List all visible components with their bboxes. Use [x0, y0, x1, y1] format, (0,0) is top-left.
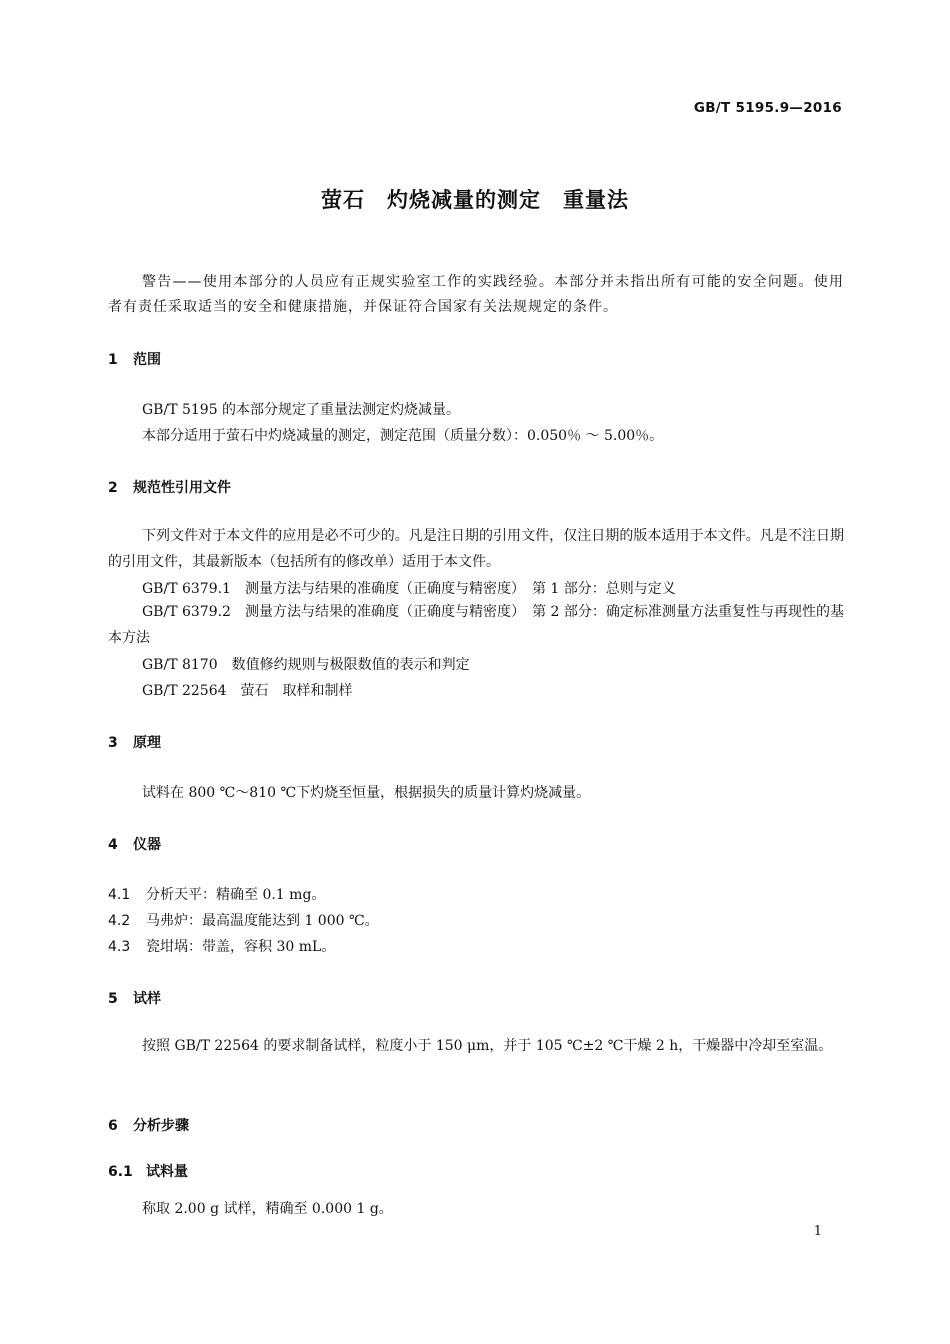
- scope-paragraph-1: GB/T 5195 的本部分规定了重量法测定灼烧减量。: [142, 402, 461, 418]
- section-2-heading: [108, 477, 231, 497]
- section-title: 试样: [133, 991, 161, 1007]
- section-title: 仪器: [133, 837, 161, 853]
- reference-item: GB/T 8170 数值修约规则与极限数值的表示和判定: [142, 657, 470, 673]
- item-number: 4.2: [108, 913, 131, 929]
- principle-paragraph: 试料在 800 ℃～810 ℃下灼烧至恒量，根据损失的质量计算灼烧减量。: [142, 785, 591, 801]
- sample-paragraph: 按照 GB/T 22564 的要求制备试样，粒度小于 150 μm，并于 105 ℃±2 ℃干燥 2 h，干燥器中冷却至室温。: [142, 1038, 833, 1054]
- normative-intro-paragraph: 下列文件对于本文件的应用是必不可少的。凡是注日期的引用文件，仅注日期的版本适用于本文件。凡是不注日期的引用文件，其最新版本（包括所有的修改单）适用于本文件。: [108, 528, 844, 570]
- item-number: 4.3: [108, 939, 131, 955]
- reference-item: GB/T 22564 萤石 取样和制样: [142, 683, 353, 699]
- item-text: 瓷坩埚：带盖，容积 30 mL。: [146, 939, 336, 955]
- section-number: 2: [108, 480, 118, 496]
- section-number: 1: [108, 352, 118, 368]
- section-title: 分析步骤: [133, 1118, 189, 1134]
- section-title: 规范性引用文件: [133, 480, 231, 496]
- section-title: 原理: [133, 735, 161, 751]
- page-title: 萤石 灼烧减量的测定 重量法: [321, 188, 629, 212]
- section-4-heading: [108, 834, 161, 854]
- section-number: 5: [108, 991, 118, 1007]
- section-5-heading: [108, 988, 161, 1008]
- section-6-heading: [108, 1115, 189, 1135]
- reference-item: GB/T 6379.2 测量方法与结果的准确度（正确度与精密度） 第 2 部分：确定标准测量方法重复性与再现性的基本方法: [108, 604, 844, 646]
- section-number: 3: [108, 735, 118, 751]
- page-number: 1: [813, 1224, 822, 1239]
- item-text: 马弗炉：最高温度能达到 1 000 ℃。: [146, 913, 379, 929]
- reference-item: GB/T 6379.1 测量方法与结果的准确度（正确度与精密度） 第 1 部分：总则与定义: [142, 581, 676, 597]
- apparatus-item: [108, 884, 325, 904]
- subsection-number: 6.1: [108, 1164, 133, 1180]
- item-number: 4.1: [108, 887, 131, 903]
- apparatus-item: [108, 936, 335, 956]
- section-number: 6: [108, 1118, 118, 1134]
- section-1-heading: [108, 349, 161, 369]
- test-portion-paragraph: 称取 2.00 g 试样，精确至 0.000 1 g。: [142, 1201, 393, 1217]
- scope-paragraph-2: 本部分适用于萤石中灼烧减量的测定，测定范围（质量分数）：0.050％ ～ 5.00％。: [142, 428, 664, 444]
- section-number: 4: [108, 837, 118, 853]
- section-title: 范围: [133, 352, 161, 368]
- subsection-6-1-heading: [108, 1161, 188, 1181]
- item-text: 分析天平：精确至 0.1 mg。: [146, 887, 326, 903]
- subsection-title: 试料量: [146, 1164, 188, 1180]
- warning-paragraph: 警告——使用本部分的人员应有正规实验室工作的实践经验。本部分并未指出所有可能的安全问题。使用者有责任采取适当的安全和健康措施，并保证符合国家有关法规规定的条件。: [108, 274, 844, 315]
- section-3-heading: [108, 732, 161, 752]
- apparatus-item: [108, 910, 379, 930]
- standard-code: GB/T 5195.9—2016: [693, 100, 842, 116]
